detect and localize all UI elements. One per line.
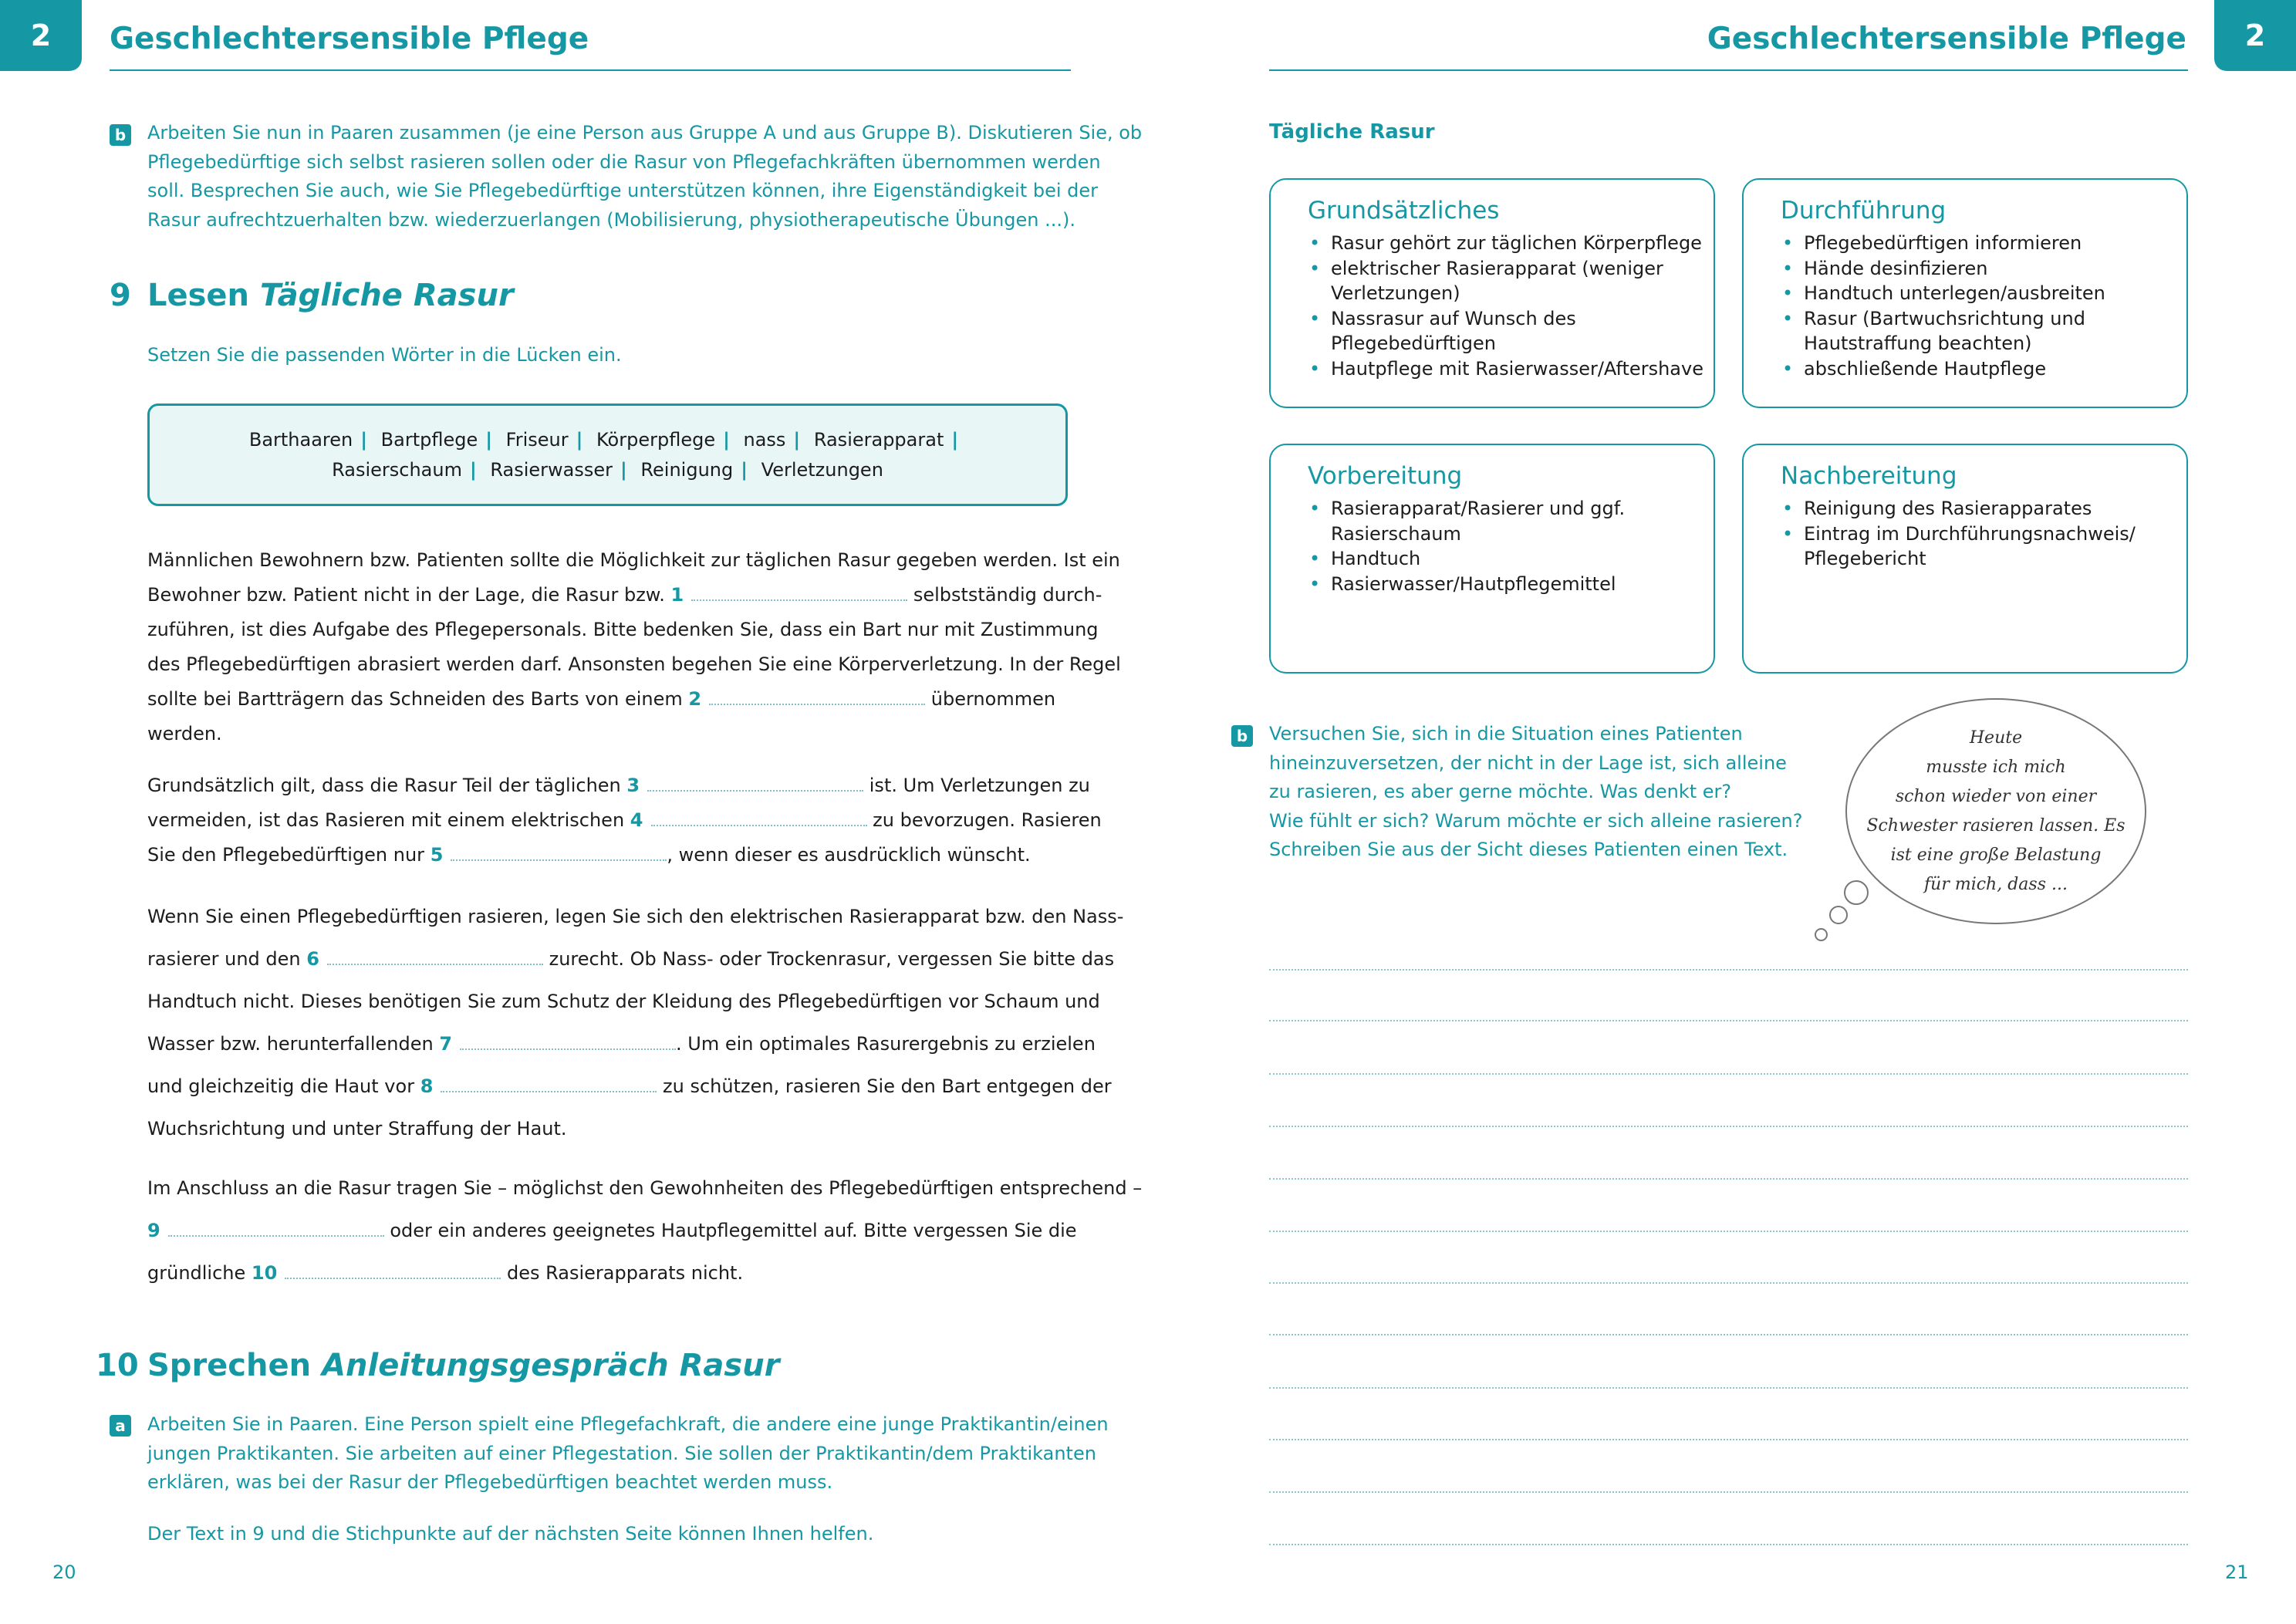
card-durchfuehrung	[1742, 178, 2188, 408]
writing-line[interactable]	[1269, 1020, 2188, 1021]
header-rule-right	[1269, 69, 2188, 71]
para1-line2: Bewohner bzw. Patient nicht in der Lage, die Rasur bzw. 1 selbstständig durch-	[147, 584, 1102, 606]
gap-9[interactable]: 9	[147, 1220, 384, 1241]
para2-line3: Sie den Pflegebedürftigen nur 5 , wenn dieser es ausdrücklich wünscht.	[147, 844, 1031, 866]
task-a-hint: Der Text in 9 und die Stichpunkte auf der nächsten Seite können Ihnen helfen.	[147, 1523, 874, 1545]
para4-line2: 9 oder ein anderes geeignetes Hautpflegemittel auf. Bitte vergessen Sie die	[147, 1220, 1077, 1241]
writing-line[interactable]	[1269, 1282, 2188, 1284]
card-item: • Pflegebedürftigen informieren	[1781, 231, 2186, 256]
writing-line[interactable]	[1269, 1073, 2188, 1075]
gap-3[interactable]: 3	[626, 775, 863, 796]
page-number-left: 20	[52, 1562, 76, 1583]
gap-4[interactable]: 4	[630, 809, 867, 831]
card-item: • Reinigung des Rasierapparates	[1781, 496, 2186, 522]
card-item: • Hände desinfizieren	[1781, 256, 2186, 282]
card-item: • Rasur gehört zur täglichen Körperpflege	[1308, 231, 1714, 256]
section-9-title: Lesen Tägliche Rasur	[147, 278, 514, 313]
para3-line2: rasierer und den 6 zurecht. Ob Nass- oder Trockenrasur, vergessen Sie bitte das	[147, 948, 1115, 970]
writing-line[interactable]	[1269, 1178, 2188, 1180]
para3-line4: Wasser bzw. herunterfallenden 7 . Um ein optimales Rasurergebnis zu erzielen	[147, 1033, 1096, 1055]
card-title: Vorbereitung	[1308, 462, 1463, 490]
card-vorbereitung	[1269, 444, 1715, 674]
section-9-number: 9	[110, 278, 131, 313]
gap-5[interactable]: 5	[430, 844, 667, 866]
task-b-badge-left: b	[110, 124, 131, 146]
para4-line3: gründliche 10 des Rasierapparats nicht.	[147, 1262, 744, 1284]
card-item: • Rasur (Bartwuchsrichtung und Hautstraffung beachten)	[1781, 306, 2186, 356]
writing-line[interactable]	[1269, 1544, 2188, 1545]
chapter-tag-right: 2	[2214, 0, 2296, 71]
para1-line3: zuführen, ist dies Aufgabe des Pflegepersonals. Bitte bedenken Sie, dass ein Bart nur mit Zustimmung	[147, 619, 1099, 640]
para1-line6: werden.	[147, 723, 222, 744]
thought-bubble-dot-medium	[1829, 906, 1848, 924]
thought-bubble: Heute musste ich mich schon wieder von einer Schwester rasieren lassen. Es ist eine große Belastung für mich, dass ...	[1845, 698, 2146, 924]
card-item: • Hautpflege mit Rasierwasser/Aftershave	[1308, 356, 1714, 382]
card-grundsaetzliches	[1269, 178, 1715, 408]
writing-line[interactable]	[1269, 1387, 2188, 1389]
writing-line[interactable]	[1269, 969, 2188, 971]
thought-bubble-dot-large	[1844, 880, 1869, 905]
card-nachbereitung	[1742, 444, 2188, 674]
task-b-badge-right: b	[1231, 725, 1253, 747]
thought-bubble-dot-small	[1815, 928, 1828, 941]
chapter-tag-left: 2	[0, 0, 82, 71]
para3-line6: Wuchsrichtung und unter Straffung der Haut.	[147, 1118, 567, 1140]
writing-line[interactable]	[1269, 1334, 2188, 1335]
para1-line5: sollte bei Bartträgern das Schneiden des Barts von einem 2 übernommen	[147, 688, 1056, 710]
gap-6[interactable]: 6	[306, 948, 543, 970]
para3-line1: Wenn Sie einen Pflegebedürftigen rasieren, legen Sie sich den elektrischen Rasierapparat bzw. den Nass-	[147, 906, 1124, 927]
writing-line[interactable]	[1269, 1126, 2188, 1127]
card-item: • Handtuch	[1308, 546, 1714, 572]
card-item: • Nassrasur auf Wunsch des Pflegebedürftigen	[1308, 306, 1714, 356]
para4-line1: Im Anschluss an die Rasur tragen Sie – möglichst den Gewohnheiten des Pflegebedürftigen entsprechend –	[147, 1177, 1143, 1199]
task-a-badge: a	[110, 1415, 131, 1437]
gap-10[interactable]: 10	[252, 1262, 501, 1284]
gap-1[interactable]: 1	[671, 584, 908, 606]
card-item: • abschließende Hautpflege	[1781, 356, 2186, 382]
word-box-row-1: Barthaaren | Bartpflege | Friseur | Körperpflege | nass | Rasierapparat |	[248, 428, 959, 451]
writing-line[interactable]	[1269, 1231, 2188, 1232]
page-number-right: 21	[2225, 1562, 2249, 1583]
para1-line4: des Pflegebedürftigen abrasiert werden darf. Ansonsten begehen Sie eine Körperverletzung. In der Regel	[147, 653, 1121, 675]
word-box-row-2: Rasierschaum | Rasierwasser | Reinigung | Verletzungen	[332, 458, 883, 481]
right-subheading: Tägliche Rasur	[1269, 120, 1435, 143]
card-item: • Eintrag im Durchführungsnachweis/ Pflegebericht	[1781, 522, 2186, 572]
card-item: • Rasierwasser/Hautpflegemittel	[1308, 572, 1714, 597]
word-box	[147, 403, 1068, 506]
card-item: • elektrischer Rasierapparat (weniger Verletzungen)	[1308, 256, 1714, 306]
header-title-left: Geschlechtersensible Pflege	[110, 22, 589, 56]
writing-line[interactable]	[1269, 1491, 2188, 1493]
para3-line5: und gleichzeitig die Haut vor 8 zu schützen, rasieren Sie den Bart entgegen der	[147, 1075, 1112, 1097]
para2-line1: Grundsätzlich gilt, dass die Rasur Teil der täglichen 3 ist. Um Verletzungen zu	[147, 775, 1090, 796]
card-item: • Rasierapparat/Rasierer und ggf. Rasierschaum	[1308, 496, 1714, 546]
gap-2[interactable]: 2	[688, 688, 925, 710]
task-b-text-right: Versuchen Sie, sich in die Situation eines Patienten hineinzuversetzen, der nicht in der Lage ist, sich alleine zu rasieren, es aber gerne möchte. Was denkt er? Wie fühlt er sich? Warum möchte er sich alleine rasieren? Schreiben Sie aus der Sicht dieses Patienten einen Text.	[1269, 723, 1803, 860]
writing-line[interactable]	[1269, 1439, 2188, 1440]
gap-8[interactable]: 8	[420, 1075, 657, 1097]
para2-line2: vermeiden, ist das Rasieren mit einem elektrischen 4 zu bevorzugen. Rasieren	[147, 809, 1102, 831]
section-10-number: 10	[96, 1348, 139, 1383]
para3-line3: Handtuch nicht. Dieses benötigen Sie zum Schutz der Kleidung des Pflegebedürftigen vor Schaum und	[147, 991, 1100, 1012]
section-9-instruction: Setzen Sie die passenden Wörter in die Lücken ein.	[147, 344, 622, 366]
gap-7[interactable]: 7	[439, 1033, 676, 1055]
card-item: • Handtuch unterlegen/ausbreiten	[1781, 281, 2186, 306]
para1-line1: Männlichen Bewohnern bzw. Patienten sollte die Möglichkeit zur täglichen Rasur gegeben werden. Ist ein	[147, 549, 1120, 571]
task-a-text: Arbeiten Sie in Paaren. Eine Person spielt eine Pflegefachkraft, die andere eine junge Praktikantin/einen jungen Praktikanten. Sie arbeiten auf einer Pflegestation. Sie sollen der Praktikantin/dem Praktikanten erklären, was bei der Rasur der Pflegebedürftigen beachtet werden muss.	[147, 1413, 1109, 1493]
section-10-title: Sprechen Anleitungsgespräch Rasur	[147, 1348, 780, 1383]
task-b-text-left: Arbeiten Sie nun in Paaren zusammen (je eine Person aus Gruppe A und aus Gruppe B). Diskutieren Sie, ob Pflegebedürftige sich selbst rasieren sollen oder die Rasur von Pflegefachkräften übernommen werden soll. Besprechen Sie auch, wie Sie Pflegebedürftige unterstützen können, ihre Eigenständigkeit bei der Rasur aufrechtzuerhalten bzw. wiederzuerlangen (Mobilisierung, physiotherapeutische Übungen ...).	[147, 122, 1143, 231]
header-rule-left	[110, 69, 1071, 71]
card-title: Durchführung	[1781, 197, 1947, 225]
card-title: Nachbereitung	[1781, 462, 1957, 490]
header-title-right: Geschlechtersensible Pflege	[1707, 22, 2186, 56]
card-title: Grundsätzliches	[1308, 197, 1500, 225]
